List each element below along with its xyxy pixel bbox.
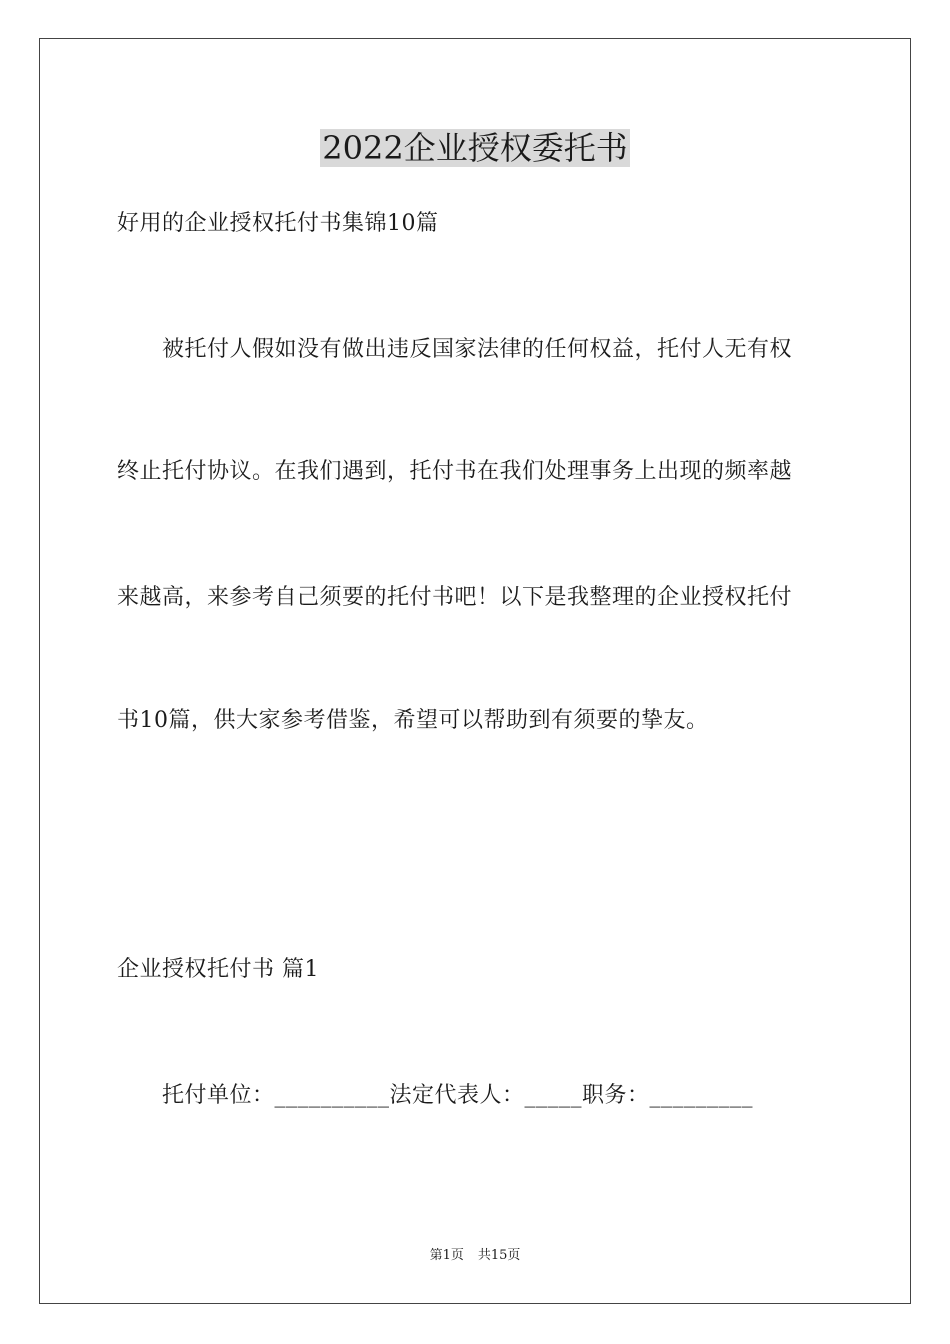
intro-line-2: 终止托付协议。在我们遇到，托付书在我们处理事务上出现的频率越: [117, 459, 793, 484]
intro-line-4: 书10篇，供大家参考借鉴，希望可以帮助到有须要的挚友。: [117, 708, 709, 733]
document-title-text: 2022企业授权委托书: [322, 129, 628, 167]
form-line: 托付单位：__________法定代表人：_____职务：_________: [162, 1083, 754, 1108]
document-title: [0, 126, 950, 170]
page-number: 第1页: [429, 1248, 464, 1263]
intro-line-1: 被托付人假如没有做出违反国家法律的任何权益，托付人无有权: [162, 337, 793, 362]
document-subtitle: 好用的企业授权托付书集锦10篇: [117, 211, 439, 236]
intro-line-3: 来越高，来参考自己须要的托付书吧！以下是我整理的企业授权托付: [117, 585, 793, 610]
section-heading: 企业授权托付书 篇1: [117, 957, 319, 982]
page-total: 共15页: [477, 1248, 521, 1263]
page-footer: [0, 1247, 950, 1265]
